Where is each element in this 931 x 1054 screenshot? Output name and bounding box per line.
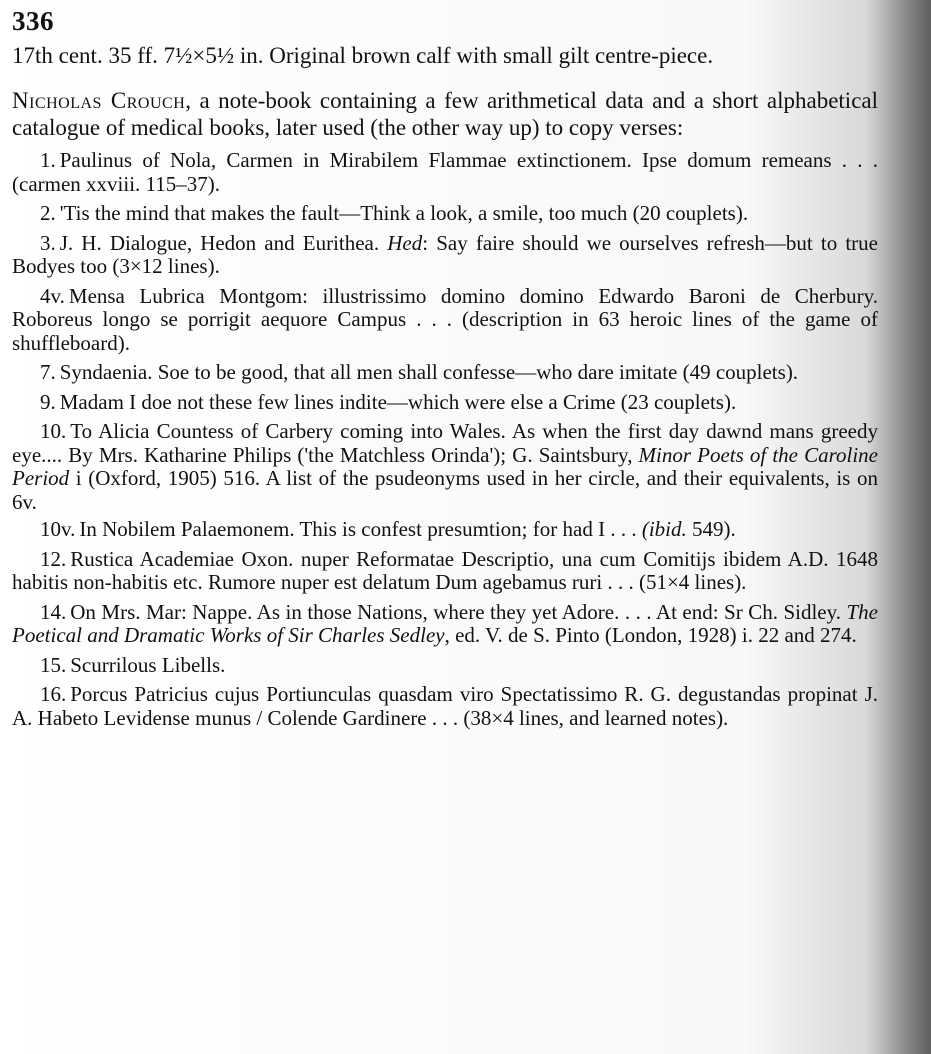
list-item: 10. To Alicia Countess of Carbery coming into Wales. As when the first day dawnd mans greedy eye.... By Mrs. Katharine Philips ('the Matchless Orinda'); G. Saintsbury, Minor Poets of the Caroline Period i (Oxford, 1905) 516. A list of the psudeonyms used in her circle, and their equivalents, is on 6v. — [12, 419, 878, 514]
list-item: 10v. In Nobilem Palaemonem. This is confest presumtion; for had I . . . (ibid. 549). — [40, 517, 736, 541]
list-item: 1. Paulinus of Nola, Carmen in Mirabilem Flammae extinctionem. Ipse domum remeans . . . (carmen xxviii. 115–37). — [12, 148, 878, 196]
page-number: 336 — [12, 6, 54, 36]
list-item: 2. 'Tis the mind that makes the fault—Think a look, a smile, too much (20 couplets). — [40, 201, 749, 225]
list-item: 15. Scurrilous Libells. — [40, 652, 226, 677]
list-item: 12. Rustica Academiae Oxon. nuper Reformatae Descriptio, una cum Comitijs ibidem A.D. 1648 habitis non-habitis etc. Rumore nuper est delatum Dum agebamus ruri . . . (51×4 lines). — [12, 546, 878, 594]
list-item: 3. J. H. Dialogue, Hedon and Eurithea. Hed: Say faire should we ourselves refresh—but to true Bodyes too (3×12 lines). — [12, 230, 878, 278]
list-item: 9. Madam I doe not these few lines indite—which were else a Crime (23 couplets). — [40, 389, 737, 414]
entry-author: Nicholas Crouch — [12, 88, 186, 113]
list-item: 16. Porcus Patricius cujus Portiunculas quasdam viro Spectatissimo R. G. degustandas propinat J. A. Habeto Levidense munus / Colende Gardinere . . . (38×4 lines, and learned notes). — [12, 682, 878, 730]
list-item: 14. On Mrs. Mar: Nappe. As in those Nations, where they yet Adore. . . . At end: Sr Ch. Sidley. The Poetical and Dramatic Works of Sir Charles Sedley, ed. V. de S. Pinto (London, 1928) i. 22 and 274. — [12, 599, 878, 647]
list-item: 7. Syndaenia. Soe to be good, that all men shall confesse—who dare imitate (49 couplets). — [40, 360, 799, 384]
item-list — [12, 149, 878, 730]
entry-description: , a note-book containing a few arithmetical data and a short alphabetical catalogue of medical books, later used (the other way up) to copy verses: — [12, 88, 879, 140]
entry-intro — [12, 87, 878, 141]
document-page — [12, 4, 878, 736]
list-item: 4v. Mensa Lubrica Montgom: illustrissimo domino domino Edwardo Baroni de Cherbury. Roboreus longo se porrigit aequore Campus . . . (description in 63 heroic lines of the game of shuffleboard). — [12, 283, 878, 355]
manuscript-description: 17th cent. 35 ff. 7½×5½ in. Original brown calf with small gilt centre-piece. — [12, 43, 714, 68]
